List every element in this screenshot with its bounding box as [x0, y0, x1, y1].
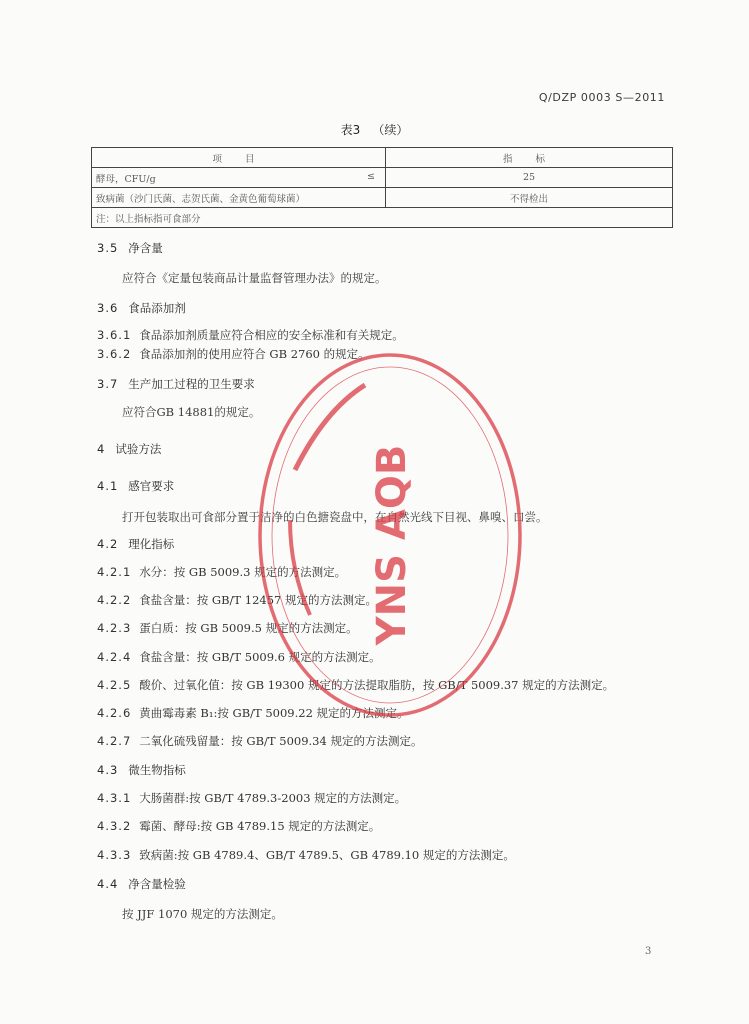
clause: 4.2.2 食盐含量：按 GB/T 12457 规定的方法测定。 [97, 593, 377, 607]
chapter-heading: 4 试验方法 [97, 442, 162, 456]
clause: 4.2.4 食盐含量：按 GB/T 5009.6 规定的方法测定。 [97, 650, 381, 664]
clause: 4.3.1 大肠菌群:按 GB/T 4789.3-2003 规定的方法测定。 [97, 791, 407, 805]
clause: 4.2.3 蛋白质：按 GB 5009.5 规定的方法测定。 [97, 621, 358, 635]
section-heading: 4.4 净含量检验 [97, 877, 186, 891]
table-row [92, 168, 673, 188]
section-heading: 4.3 微生物指标 [97, 763, 186, 777]
clause: 3.6.1 食品添加剂质量应符合相应的安全标准和有关规定。 [97, 328, 404, 342]
clause: 3.6.2 食品添加剂的使用应符合 GB 2760 的规定。 [97, 347, 370, 361]
column-header-item: 项 目 [92, 148, 386, 168]
table-title-suffix: （续） [372, 123, 409, 137]
clause: 4.2.6 黄曲霉毒素 B₁:按 GB/T 5009.22 规定的方法测定。 [97, 706, 409, 720]
clause: 4.2.5 酸价、过氧化值：按 GB 19300 规定的方法提取脂肪，按 GB/T 5009.37 规定的方法测定。 [97, 678, 615, 692]
table-row [92, 188, 673, 208]
section-heading: 4.2 理化指标 [97, 537, 175, 551]
seal-arc-lettering [295, 385, 365, 470]
table-note-row [92, 208, 673, 228]
row-item-mark: ≤ [367, 170, 375, 182]
section-heading: 3.6 食品添加剂 [97, 301, 186, 315]
row-value: 不得检出 [386, 188, 673, 208]
row-item: 致病菌（沙门氏菌、志贺氏菌、金黄色葡萄球菌） [92, 188, 386, 208]
table-note: 注：以上指标指可食部分 [92, 208, 673, 228]
row-item [92, 168, 386, 188]
seal-text: YNS AQB [369, 444, 415, 646]
section-body: 打开包装取出可食部分置于洁净的白色搪瓷盘中，在自然光线下目视、鼻嗅、口尝。 [122, 510, 548, 524]
clause: 4.2.7 二氧化硫残留量：按 GB/T 5009.34 规定的方法测定。 [97, 734, 423, 748]
clause: 4.3.3 致病菌:按 GB 4789.4、GB/T 4789.5、GB 4789.10 规定的方法测定。 [97, 848, 515, 862]
row-value: 25 [386, 168, 673, 188]
table-header-row [92, 148, 673, 168]
table-caption [0, 121, 749, 138]
section-heading: 3.7 生产加工过程的卫生要求 [97, 377, 255, 391]
clause: 4.2.1 水分：按 GB 5009.3 规定的方法测定。 [97, 565, 347, 579]
section-heading: 3.5 净含量 [97, 241, 163, 255]
standard-code: Q/DZP 0003 S—2011 [538, 91, 665, 104]
section-body: 按 JJF 1070 规定的方法测定。 [122, 907, 283, 921]
clause: 4.3.2 霉菌、酵母:按 GB 4789.15 规定的方法测定。 [97, 819, 381, 833]
table-title: 表3 [340, 123, 361, 137]
spec-table [91, 147, 673, 228]
row-item-text: 酵母，CFU/g [96, 173, 156, 185]
section-body: 应符合《定量包装商品计量监督管理办法》的规定。 [122, 271, 387, 285]
section-body: 应符合GB 14881的规定。 [122, 405, 261, 419]
page-number: 3 [645, 946, 652, 957]
column-header-value: 指 标 [386, 148, 673, 168]
section-heading: 4.1 感官要求 [97, 479, 175, 493]
